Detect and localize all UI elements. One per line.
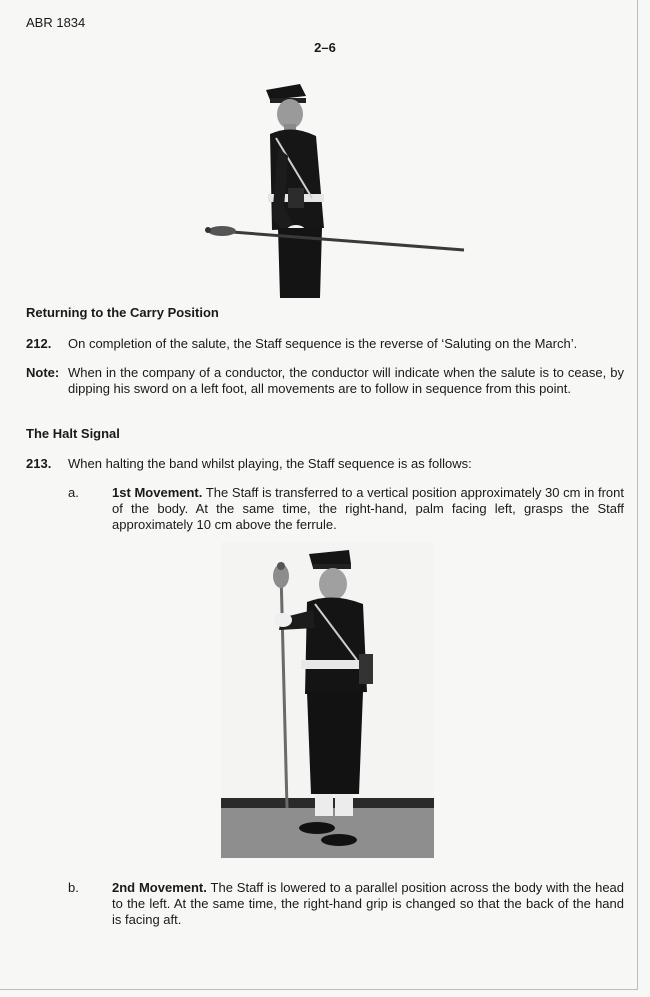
paragraph-number: 212.: [26, 336, 52, 351]
list-letter: b.: [68, 880, 79, 895]
page-number: 2–6: [314, 40, 336, 55]
list-item-text: [112, 485, 624, 533]
list-item-text: [112, 880, 624, 928]
document-reference: ABR 1834: [26, 15, 86, 30]
photo-first-movement: [221, 542, 434, 858]
list-item-title: 1st Movement.: [112, 485, 203, 500]
paragraph-text: On completion of the salute, the Staff sequence is the reverse of ‘Saluting on the March’.: [68, 336, 578, 351]
photo-staff-salute-profile: [200, 78, 470, 300]
list-letter: a.: [68, 485, 79, 500]
heading-halt-signal: The Halt Signal: [26, 426, 120, 441]
note-text: When in the company of a conductor, the conductor will indicate when the salute is to cease, by dipping his sword on a left foot, all movements are to follow in sequence from this point.: [68, 365, 624, 396]
list-item-body: The Staff is transferred to a vertical position approximately 30 cm in front of the body. At the same time, the right-hand, palm facing left, grasps the Staff approximately 10 cm above the ferrule.: [112, 485, 624, 532]
heading-returning-carry: Returning to the Carry Position: [26, 305, 219, 320]
paragraph-number: 213.: [26, 456, 52, 471]
list-item-body: The Staff is lowered to a parallel position across the body with the head to the left. At the same time, the right-hand grip is changed so that the back of the hand is facing aft.: [112, 880, 625, 927]
note-label: Note:: [26, 365, 60, 380]
list-item-title: 2nd Movement.: [112, 880, 207, 895]
paragraph-text: When halting the band whilst playing, the Staff sequence is as follows:: [68, 456, 472, 471]
